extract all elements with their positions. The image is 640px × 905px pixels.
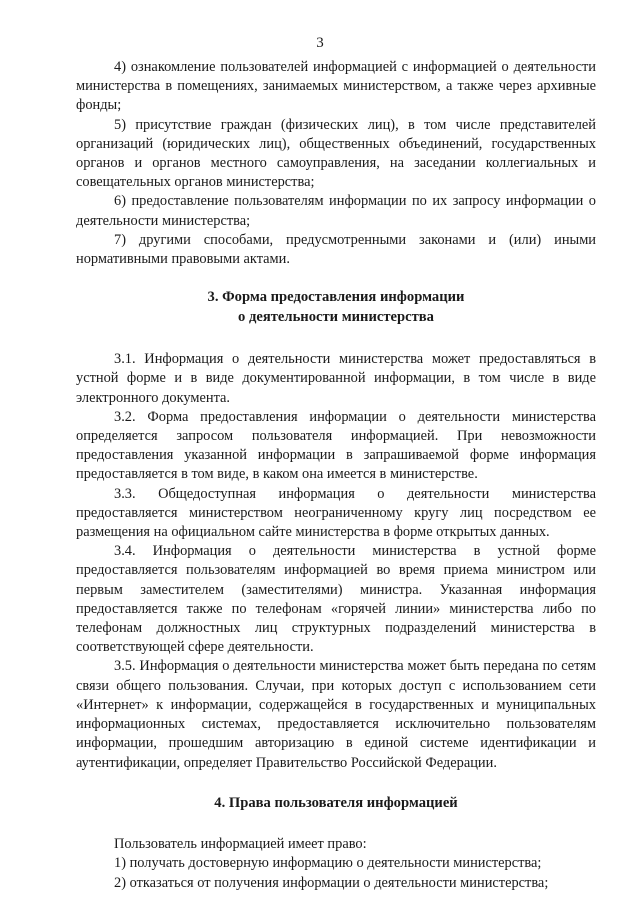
spacer xyxy=(76,773,596,794)
section-4-heading: 4. Права пользователя информацией xyxy=(214,794,458,811)
section-3-heading-line-1: 3. Форма предоставления информации xyxy=(207,289,465,306)
paragraph-3-2: 3.2. Форма предоставления информации о деятельности министерства определяется запросом пользователя информацией. При невозможности предоставления указанной информации в запрашиваемой форме информация предоставляется в том виде, в каком она имеется в министерстве. xyxy=(76,408,596,483)
spacer xyxy=(76,327,596,350)
rights-item-1: 1) получать достоверную информацию о деятельности министерства; xyxy=(114,855,542,872)
spacer xyxy=(76,813,596,835)
rights-intro: Пользователь информацией имеет право: xyxy=(114,836,367,853)
paragraph-3-5: 3.5. Информация о деятельности министерства может быть передана по сетям связи общего пользования. Случаи, при которых доступ с использованием сети «Интернет» к информации, содержащейся в государственных и муниципальных информационных системах, предоставляется исключительно пользователям информации, прошедшим авторизацию в единой системе идентификации и аутентификации, определяет Правительство Российской Федерации. xyxy=(76,658,596,771)
list-item-4: 4) ознакомление пользователей информацией с информацией о деятельности министерства в помещениях, занимаемых министерством, а также через архивные фонды; xyxy=(76,59,596,114)
list-item-7: 7) другими способами, предусмотренными законами и (или) иными нормативными правовыми актами. xyxy=(76,231,596,268)
rights-item-2: 2) отказаться от получения информации о деятельности министерства; xyxy=(114,874,549,891)
list-item-6: 6) предоставление пользователям информации по их запросу информации о деятельности министерства; xyxy=(76,193,596,229)
list-item-5: 5) присутствие граждан (физических лиц), в том числе представителей организаций (юридических лиц), общественных объединений, государственных органов и органов местного самоуправления, на заседании коллегиальных и совещательных органов министерства; xyxy=(76,116,596,191)
paragraph-3-4: 3.4. Информация о деятельности министерства в устной форме предоставляется пользователям информацией во время приема министром или первым заместителем (заместителями) министра. Указанная информация предоставляется также по телефонам «горячей линии» министерства либо по телефонам должностных лиц структурных подразделений министерства в соответствующей сфере деятельности. xyxy=(76,543,596,656)
page-number: 3 xyxy=(316,35,324,51)
section-3-heading-line-2: о деятельности министерства xyxy=(238,308,434,325)
spacer xyxy=(76,269,596,288)
document-body xyxy=(76,58,596,893)
paragraph-3-1: 3.1. Информация о деятельности министерства может предоставляться в устной форме и в виде документированной информации, в том числе в виде электронного документа. xyxy=(76,351,596,406)
paragraph-3-3: 3.3. Общедоступная информация о деятельности министерства предоставляется министерством неограниченному кругу лиц посредством ее размещения на официальном сайте министерства в форме открытых данных. xyxy=(76,485,596,541)
